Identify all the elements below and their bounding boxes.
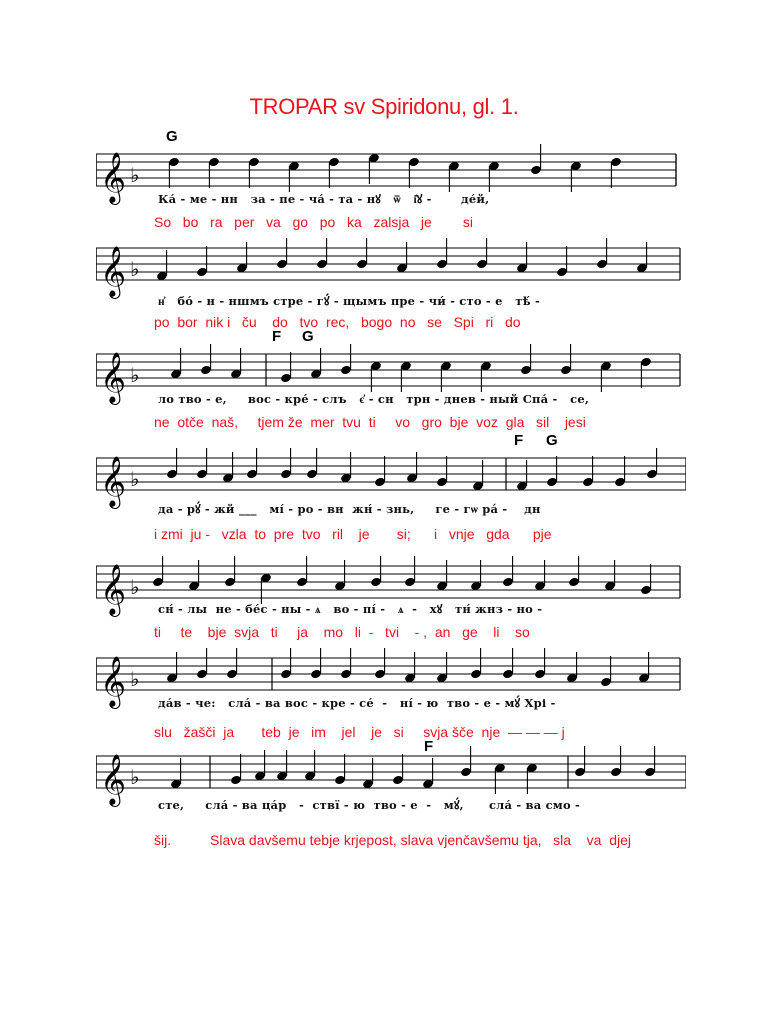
note [170,758,182,789]
note [280,648,292,679]
note [502,556,514,587]
note [296,556,308,587]
note [166,448,178,479]
note [604,560,616,591]
note [470,560,482,591]
note [362,758,374,789]
note [546,456,558,487]
note [440,361,452,392]
church-slavonic-lyrics: сте, сла́ - ва ца́р - ствї - ю тво - е - мꙋ́, сла́ - ва смо - [158,798,581,812]
note [310,348,322,379]
note [574,746,586,777]
chord-symbol: G [302,328,314,345]
note [566,652,578,683]
note [596,238,608,269]
note [374,456,386,487]
note [288,161,300,192]
treble-clef-icon: 𝄞 [100,656,127,707]
note [646,448,658,479]
note [156,250,168,281]
note [226,648,238,679]
latin-lyrics: ne otče naš, tjem že mer tvu ti vo gro bje voz gla sil jesi [154,414,586,430]
note [254,750,266,781]
note [516,460,528,491]
note [222,452,234,483]
chord-symbol: G [166,128,178,145]
note [246,448,258,479]
note [406,452,418,483]
note [502,648,514,679]
note [476,238,488,269]
latin-lyrics: i zmi ju - vzla to pre tvo ril je si; i vnje gda pje [154,526,552,542]
note [640,564,652,595]
note [248,157,260,188]
church-slavonic-lyrics: Ка́ - ме - нн за - пе - ча́ - та - нꙋ ѿ і҆ꙋ - де́й, [158,192,490,206]
note [526,763,538,794]
note [370,361,382,392]
note [610,746,622,777]
note [436,652,448,683]
treble-clef-icon: 𝄞 [100,564,127,615]
note [436,238,448,269]
note [340,452,352,483]
note [638,652,650,683]
note [494,763,506,794]
note [470,648,482,679]
note [276,238,288,269]
flat-icon: ♭ [130,765,140,789]
note [534,648,546,679]
note [614,456,626,487]
note [436,456,448,487]
note [260,573,272,604]
note [392,754,404,785]
note [370,556,382,587]
note [196,246,208,277]
note [636,242,648,273]
page-title: TROPAR sv Spiridonu, gl. 1. [249,94,519,119]
note [304,750,316,781]
note [224,556,236,587]
note [328,157,340,188]
note [208,157,220,188]
note [404,652,416,683]
note [422,758,434,789]
note [568,556,580,587]
chord-symbol: F [514,432,524,449]
note [610,157,622,188]
note [310,648,322,679]
chord-symbol: F [272,328,282,345]
note [334,560,346,591]
latin-lyrics: šij. Slava davšemu tebje krjepost, slava vjenčavšemu tja, sla va djej [154,832,631,848]
church-slavonic-lyrics: н҆ бо́ - н - ншмъ стре - гꙋ́ - щымъ пре - чи́ - сто - е тѣ́ - [158,294,540,308]
note [396,242,408,273]
note [408,157,420,188]
note [460,746,472,777]
note [170,348,182,379]
treble-clef-icon: 𝄞 [100,456,127,507]
chord-symbol: G [546,432,558,449]
note [280,352,292,383]
note [570,161,582,192]
note [340,648,352,679]
note [374,648,386,679]
latin-lyrics: slu žašči ja teb je im jel je si svja šče nje — — — j [154,724,565,740]
note [448,161,460,192]
note [644,746,656,777]
church-slavonic-lyrics: сн́ - лы не - бе́с - ны - ѧ во - пі́ - ѧ - хꙋ тн́ жнз - но - [158,602,543,616]
note [230,348,242,379]
latin-lyrics: So bo ra per va go po ka zalsja je si [154,214,474,230]
note [436,560,448,591]
flat-icon: ♭ [130,667,140,691]
note [582,456,594,487]
note [188,560,200,591]
flat-icon: ♭ [130,575,140,599]
note [404,556,416,587]
note [196,448,208,479]
treble-clef-icon: 𝄞 [100,754,127,805]
flat-icon: ♭ [130,363,140,387]
note [276,750,288,781]
note [368,153,380,184]
flat-icon: ♭ [130,257,140,281]
note [640,357,652,388]
note [334,754,346,785]
treble-clef-icon: 𝄞 [100,152,127,203]
note [600,656,612,687]
note [230,754,242,785]
note [316,238,328,269]
treble-clef-icon: 𝄞 [100,352,127,403]
note [196,648,208,679]
note [520,344,532,375]
church-slavonic-lyrics: да́в - че: сла́ - ва вос - кре - се́ - ні́ - ю тво - е - мꙋ́ Хрі - [158,696,556,710]
note [200,344,212,375]
note [480,361,492,392]
church-slavonic-lyrics: ло тво - е, вос - кре́ - слъ є҆ - сн трн - днев - ный Спа́ - се, [158,392,590,406]
note [560,344,572,375]
note [400,361,412,392]
note [488,161,500,192]
note [472,460,484,491]
flat-icon: ♭ [130,163,140,187]
church-slavonic-lyrics: да - рꙋ́ - жй ___ мі́ - ро - вн жн́ - знь, ге - гѡ рá - дн [158,502,541,516]
note [306,448,318,479]
chord-symbol: F [424,738,434,755]
note [236,242,248,273]
note [556,246,568,277]
flat-icon: ♭ [130,467,140,491]
note [152,556,164,587]
note [356,238,368,269]
note [530,144,542,175]
latin-lyrics: ti te bje svja ti ja mo li - tvi - , an ge li so [154,624,530,640]
note [516,242,528,273]
note [534,560,546,591]
treble-clef-icon: 𝄞 [100,246,127,297]
note [166,652,178,683]
note [168,157,180,188]
note [600,361,612,392]
note [340,344,352,375]
latin-lyrics: po bor nik i ču do tvo rec, bogo no se Spi ri do [154,314,521,330]
note [280,448,292,479]
